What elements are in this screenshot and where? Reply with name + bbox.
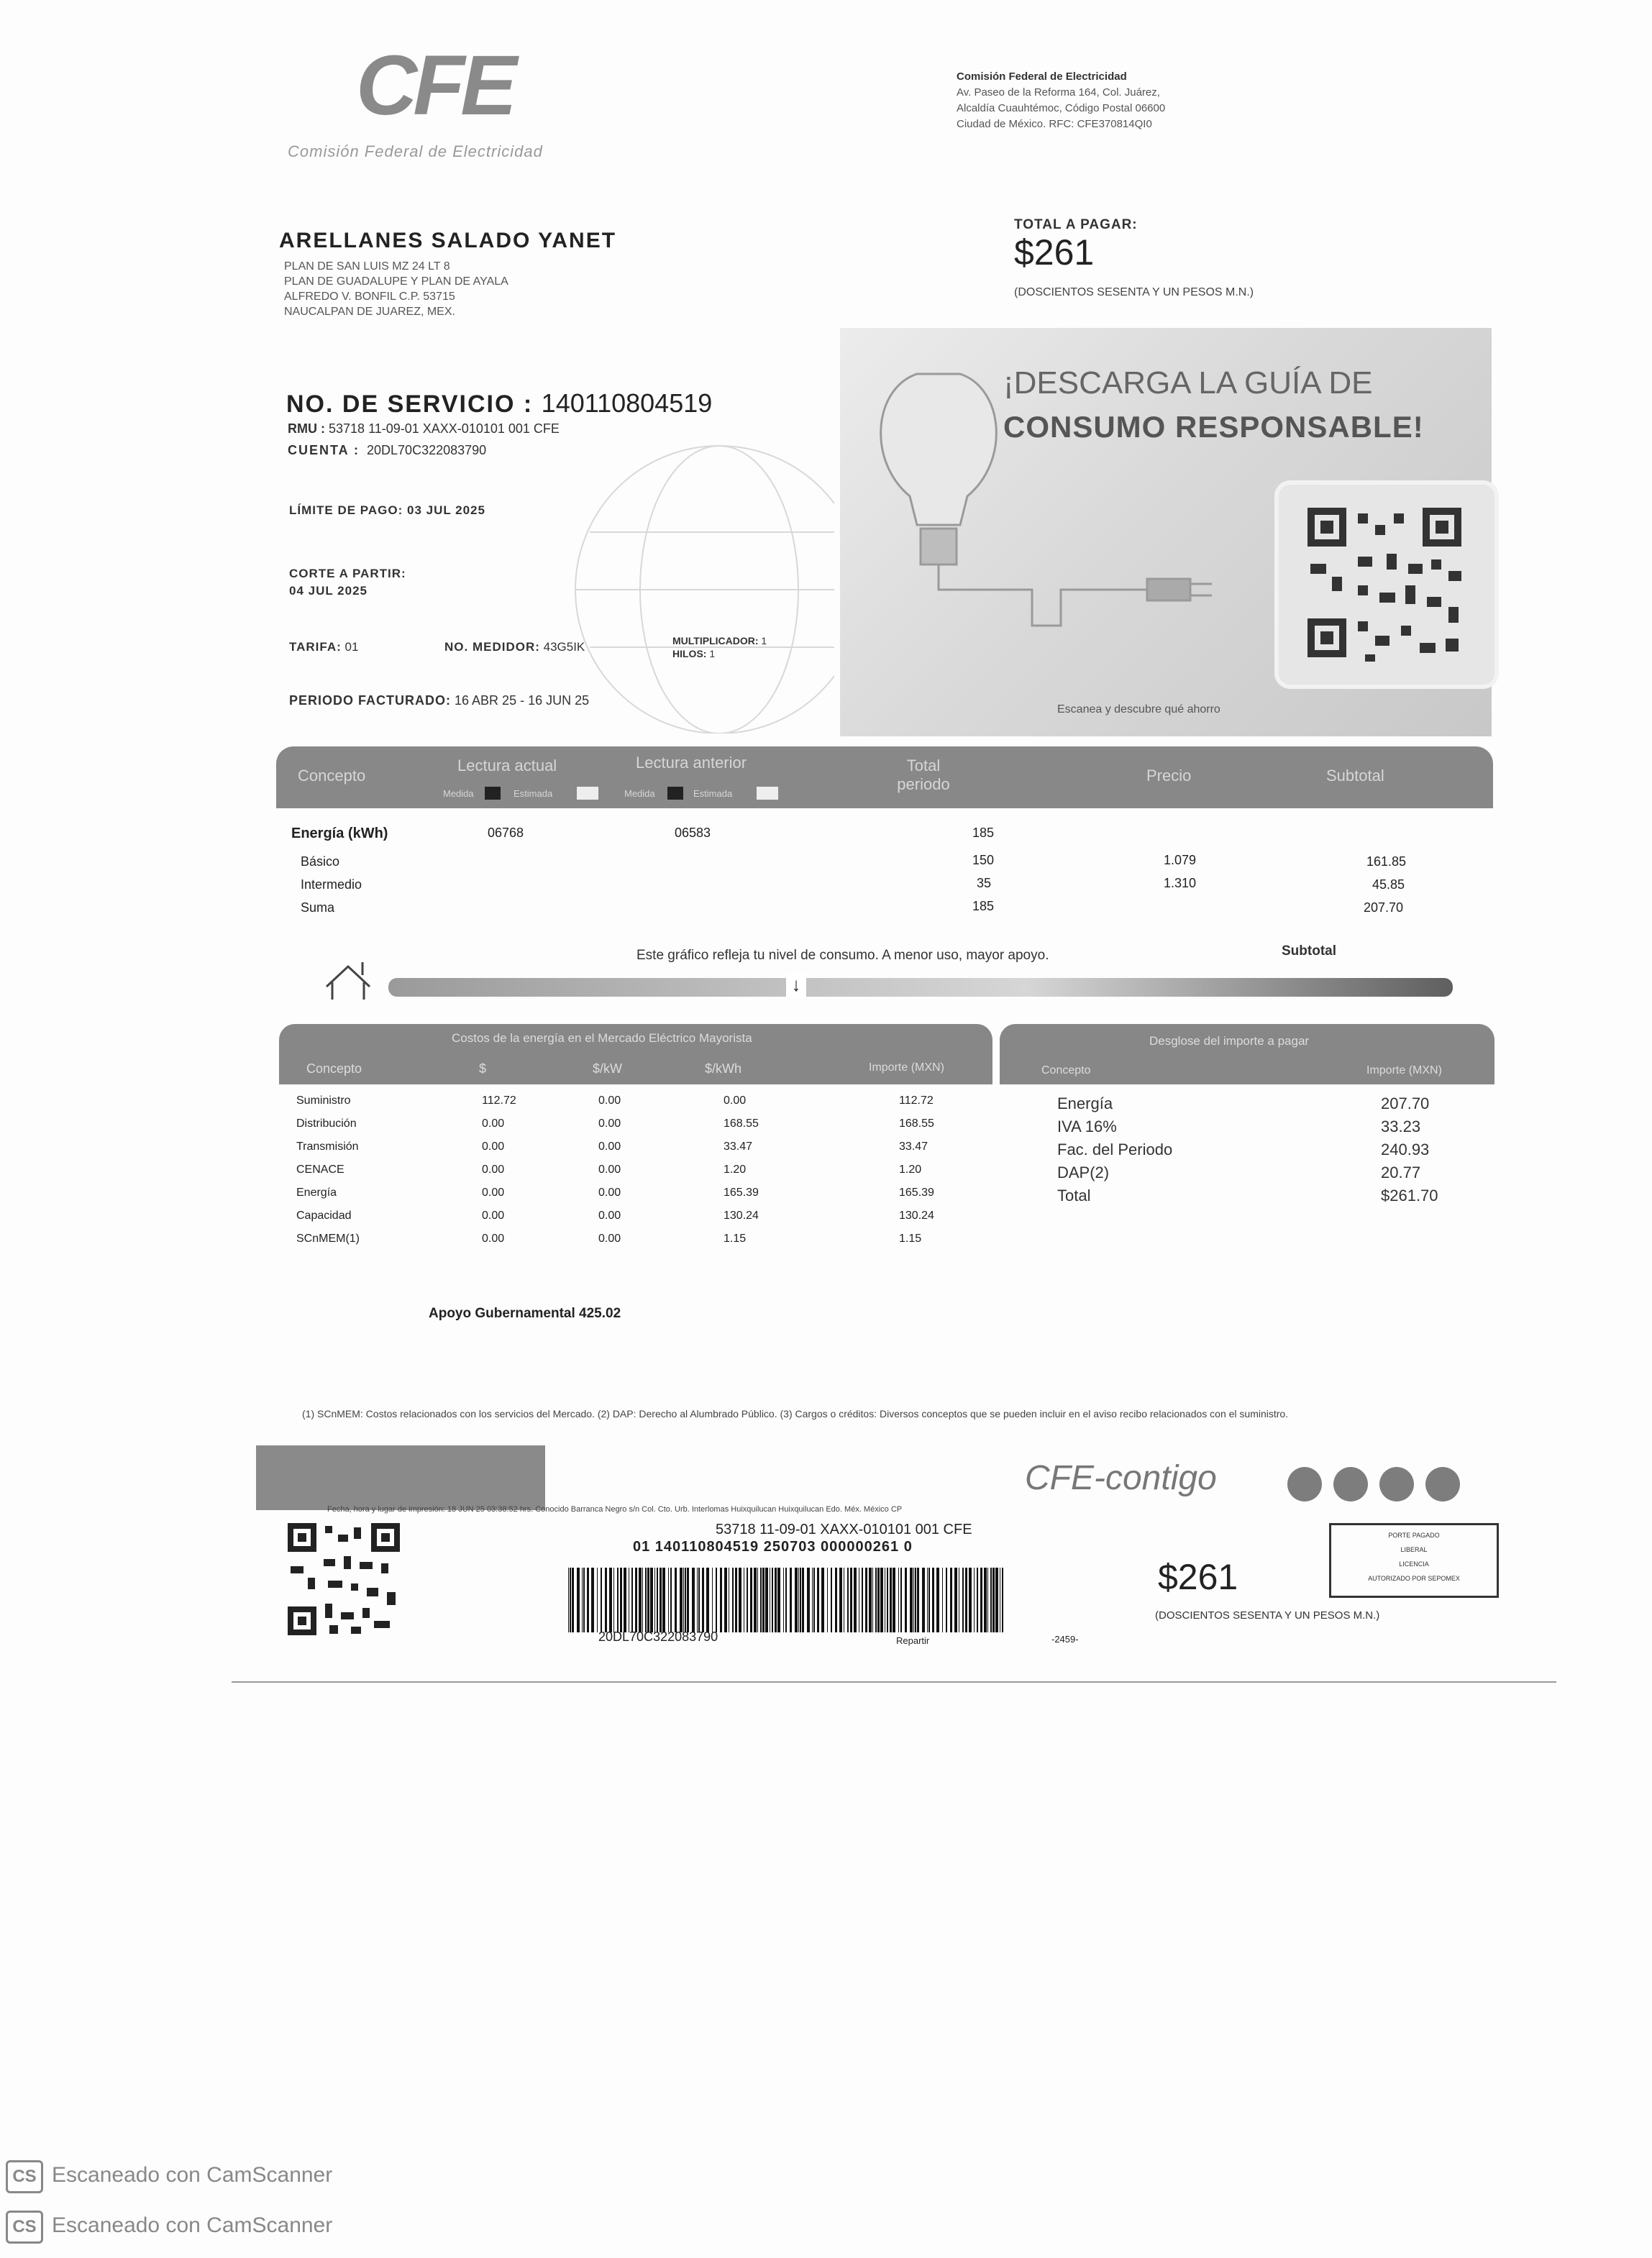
service-number	[286, 388, 712, 419]
periodo-facturado	[289, 693, 589, 708]
house-icon	[322, 958, 381, 1002]
watermark-globe-graphic	[532, 403, 834, 733]
costos-value: 1.15	[899, 1233, 922, 1245]
costos-value: 0.00	[598, 1117, 621, 1130]
stamp-line: LICENCIA	[1399, 1560, 1429, 1568]
stub-reference: 01 140110804519 250703 000000261 0	[633, 1539, 913, 1555]
costos-value: 112.72	[482, 1094, 516, 1107]
postage-stamp	[1329, 1523, 1499, 1598]
row-concepto: Suma	[301, 900, 335, 915]
row-subtotal: 161.85	[1366, 854, 1407, 869]
lectura-actual-value: 06768	[488, 826, 524, 840]
header-concepto: Concepto	[298, 767, 366, 785]
costos-value: 168.55	[899, 1117, 934, 1130]
info-icon[interactable]	[1425, 1467, 1460, 1501]
medida-checkbox	[485, 787, 501, 800]
sub-medida: Medida	[443, 788, 474, 799]
consumo-level-bar	[388, 978, 1453, 997]
costos-value: 0.00	[598, 1141, 621, 1153]
periodo-value: 16 ABR 25 - 16 JUN 25	[455, 693, 590, 708]
desglose-importe: 240.93	[1381, 1141, 1430, 1158]
stub-repartir: Repartir	[896, 1635, 930, 1646]
multiplicador-label: MULTIPLICADOR:	[672, 635, 759, 646]
total-amount: $261	[1014, 232, 1095, 273]
row-subtotal: 45.85	[1372, 877, 1405, 892]
desglose-importe: 207.70	[1381, 1094, 1430, 1112]
hilos-value: 1	[709, 648, 716, 659]
cfe-logo	[356, 38, 615, 133]
hilos-label: HILOS:	[672, 648, 707, 659]
costos-concepto: Suministro	[296, 1094, 351, 1107]
medidor	[444, 640, 585, 654]
periodo-label: PERIODO FACTURADO:	[289, 693, 451, 708]
barcode	[568, 1568, 1008, 1632]
costos-value: 1.15	[724, 1233, 747, 1245]
promo-line-2: CONSUMO RESPONSABLE!	[1003, 410, 1424, 444]
company-address-line: Ciudad de México. RFC: CFE370814QI0	[957, 118, 1152, 130]
row-concepto: Básico	[301, 854, 340, 869]
desglose-importe: 20.77	[1381, 1164, 1421, 1181]
limite-pago	[289, 503, 485, 518]
costos-value: 0.00	[482, 1164, 505, 1176]
costos-value: 0.00	[482, 1233, 505, 1245]
desglose-header-concepto: Concepto	[1041, 1064, 1091, 1077]
costos-value: 0.00	[598, 1094, 621, 1107]
desglose-concepto: Energía	[1057, 1094, 1113, 1112]
sub-medida-ant: Medida	[624, 788, 655, 799]
company-address-title: Comisión Federal de Electricidad	[957, 70, 1127, 83]
tarifa-value: 01	[344, 640, 359, 654]
total-words: (DOSCIENTOS SESENTA Y UN PESOS M.N.)	[1014, 286, 1254, 298]
company-address-line: Av. Paseo de la Reforma 164, Col. Juárez,	[957, 86, 1160, 99]
costos-value: 112.72	[899, 1094, 934, 1107]
tarifa-label: TARIFA:	[289, 640, 342, 654]
header-total-periodo: Total periodo	[897, 757, 950, 793]
stub-rmu: 53718 11-09-01 XAXX-010101 001 CFE	[716, 1522, 972, 1537]
company-address-line: Alcaldía Cuauhtémoc, Código Postal 06600	[957, 102, 1166, 114]
camscanner-badge: CS	[6, 2160, 43, 2193]
stub-amount: $261	[1158, 1557, 1238, 1597]
costos-concepto: Transmisión	[296, 1141, 359, 1153]
costos-concepto: CENACE	[296, 1164, 344, 1176]
footnote: (1) SCnMEM: Costos relacionados con los servicios del Mercado. (2) DAP: Derecho al Alumbrado Público. (3) Cargos o créditos: Diversos conceptos que se pueden incluir en el aviso recibo relacionados con el suministro.	[302, 1408, 1289, 1420]
desglose-concepto: IVA 16%	[1057, 1117, 1117, 1135]
apoyo-gubernamental: Apoyo Gubernamental 425.02	[429, 1306, 621, 1321]
stub-amount-words: (DOSCIENTOS SESENTA Y UN PESOS M.N.)	[1155, 1609, 1380, 1622]
costos-value: 165.39	[899, 1187, 934, 1199]
consumo-marker-icon: ↓	[786, 974, 806, 998]
costos-value: 1.20	[899, 1164, 922, 1176]
medidor-label: NO. MEDIDOR:	[444, 640, 540, 654]
telegram-icon[interactable]	[1333, 1467, 1368, 1501]
costos-concepto: Energía	[296, 1187, 337, 1199]
stamp-line: AUTORIZADO POR SEPOMEX	[1368, 1575, 1460, 1582]
estimada-ant-checkbox	[757, 787, 778, 800]
costos-value: 130.24	[724, 1210, 759, 1222]
estimada-checkbox	[577, 787, 598, 800]
customer-name: ARELLANES SALADO YANET	[279, 229, 617, 252]
consumo-bar-caption: Este gráfico refleja tu nivel de consumo. A menor uso, mayor apoyo.	[636, 948, 1049, 963]
sub-estimada: Estimada	[514, 788, 553, 799]
qr-code-icon	[1279, 485, 1494, 685]
consumo-bar-subtotal: Subtotal	[1282, 943, 1336, 959]
desglose-header-importe: Importe (MXN)	[1366, 1064, 1442, 1077]
desglose-importe: 33.23	[1381, 1117, 1421, 1135]
desglose-concepto: DAP(2)	[1057, 1164, 1110, 1181]
costos-header-concepto: Concepto	[306, 1061, 362, 1076]
row-precio: 1.079	[1164, 853, 1197, 867]
costos-value: 33.47	[899, 1141, 928, 1153]
customer-address-line: PLAN DE SAN LUIS MZ 24 LT 8	[284, 260, 450, 273]
total-label: TOTAL A PAGAR:	[1014, 217, 1138, 232]
desglose-concepto: Fac. del Periodo	[1057, 1141, 1173, 1158]
costos-value: 168.55	[724, 1117, 759, 1130]
costos-value: 1.20	[724, 1164, 747, 1176]
cfe-contigo-logo: CFE-contigo	[1025, 1459, 1217, 1497]
camscanner-watermark	[6, 2211, 332, 2244]
company-address	[957, 69, 1259, 132]
costos-header-kwh: $/kWh	[705, 1061, 742, 1076]
costos-value: 0.00	[598, 1210, 621, 1222]
company-full-name: Comisión Federal de Electricidad	[288, 142, 543, 160]
costos-value: 165.39	[724, 1187, 759, 1199]
costos-concepto: Capacidad	[296, 1210, 352, 1222]
desglose-importe: $261.70	[1381, 1187, 1438, 1205]
facebook-icon[interactable]	[1287, 1467, 1322, 1501]
row-subtotal: 207.70	[1364, 900, 1404, 915]
costos-value: 0.00	[482, 1117, 505, 1130]
row-total: 35	[977, 876, 992, 890]
multiplicador	[672, 634, 767, 660]
consumo-table-header	[276, 746, 1493, 808]
costos-value: 0.00	[598, 1233, 621, 1245]
costos-header-pesos: $	[479, 1061, 487, 1076]
costos-value: 130.24	[899, 1210, 934, 1222]
service-number-value: 140110804519	[541, 388, 713, 418]
customer-address-line: NAUCALPAN DE JUAREZ, MEX.	[284, 306, 455, 318]
camscanner-watermark	[6, 2160, 332, 2193]
stamp-line: LIBERAL	[1400, 1546, 1428, 1553]
costos-value: 0.00	[482, 1210, 505, 1222]
costos-concepto: Distribución	[296, 1117, 357, 1130]
stamp-line: PORTE PAGADO	[1388, 1532, 1440, 1539]
costos-table-header	[279, 1024, 992, 1084]
rmu-label: RMU :	[288, 421, 325, 436]
costos-header-kw: $/kW	[593, 1061, 623, 1076]
cuenta-label: CUENTA :	[288, 443, 360, 457]
desglose-title: Desglose del importe a pagar	[1149, 1034, 1310, 1048]
stub-code: -2459-	[1051, 1634, 1079, 1645]
customer-address-line: PLAN DE GUADALUPE Y PLAN DE AYALA	[284, 275, 508, 288]
corte-value: 04 JUL 2025	[289, 584, 368, 598]
customer-address-line: ALFREDO V. BONFIL C.P. 53715	[284, 291, 455, 303]
rmu	[288, 421, 560, 436]
cuenta-value: 20DL70C322083790	[367, 443, 487, 457]
rmu-value: 53718 11-09-01 XAXX-010101 001 CFE	[329, 421, 560, 436]
row-precio: 1.310	[1164, 876, 1197, 890]
costos-header-importe: Importe (MXN)	[869, 1061, 944, 1074]
energia-label: Energía (kWh)	[291, 826, 388, 841]
corte-a-partir	[289, 565, 406, 600]
costos-value: 0.00	[598, 1187, 621, 1199]
desglose-table-header	[1000, 1024, 1494, 1084]
row-total: 150	[972, 853, 995, 867]
row-total: 185	[972, 899, 995, 913]
medida-ant-checkbox	[667, 787, 683, 800]
header-subtotal: Subtotal	[1326, 767, 1384, 785]
costos-title: Costos de la energía en el Mercado Eléctrico Mayorista	[452, 1031, 752, 1045]
lectura-anterior-value: 06583	[675, 826, 711, 840]
costos-value: 0.00	[482, 1187, 505, 1199]
total-periodo-value: 185	[972, 826, 995, 840]
customer-address	[284, 259, 508, 319]
costos-value: 33.47	[724, 1141, 753, 1153]
costos-concepto: SCnMEM(1)	[296, 1233, 360, 1245]
camscanner-text: Escaneado con CamScanner	[52, 2163, 333, 2187]
header-lectura-actual: Lectura actual	[457, 757, 557, 774]
costos-value: 0.00	[482, 1141, 505, 1153]
limite-pago-value: 03 JUL 2025	[406, 503, 485, 517]
camscanner-text: Escaneado con CamScanner	[52, 2213, 333, 2237]
tarifa	[289, 640, 358, 654]
sub-estimada-ant: Estimada	[693, 788, 733, 799]
cuenta	[288, 443, 486, 458]
bottom-qr-code-icon	[288, 1523, 400, 1635]
app-icon[interactable]	[1379, 1467, 1414, 1501]
corte-label: CORTE A PARTIR:	[289, 567, 406, 580]
limite-pago-label: LÍMITE DE PAGO:	[289, 503, 403, 517]
stub-cuenta: 20DL70C322083790	[598, 1629, 718, 1644]
header-precio: Precio	[1146, 767, 1192, 785]
header-lectura-anterior: Lectura anterior	[636, 754, 747, 772]
cfe-logo-text: CFE	[356, 38, 513, 133]
promo-qr-frame[interactable]	[1274, 480, 1499, 689]
medidor-value: 43G5IK	[543, 640, 585, 654]
redacted-block	[256, 1445, 545, 1510]
row-concepto: Intermedio	[301, 877, 362, 892]
print-info: Fecha, hora y lugar de impresión: 18 JUN 25 03:38:52 hrs. Conocido Barranca Negro s/n Col. Cto. Urb. Interlomas Huixquilucan Huixquilucan Edo. Méx. México CP	[327, 1505, 903, 1514]
cut-line	[232, 1681, 1556, 1683]
costos-value: 0.00	[598, 1164, 621, 1176]
promo-footer: Escanea y descubre qué ahorro	[1057, 703, 1220, 716]
costos-value: 0.00	[724, 1094, 747, 1107]
promo-line-1: ¡DESCARGA LA GUÍA DE	[1003, 365, 1373, 401]
multiplicador-value: 1	[761, 635, 767, 646]
service-number-label: NO. DE SERVICIO :	[286, 390, 534, 418]
desglose-concepto: Total	[1057, 1187, 1091, 1205]
camscanner-badge: CS	[6, 2211, 43, 2244]
